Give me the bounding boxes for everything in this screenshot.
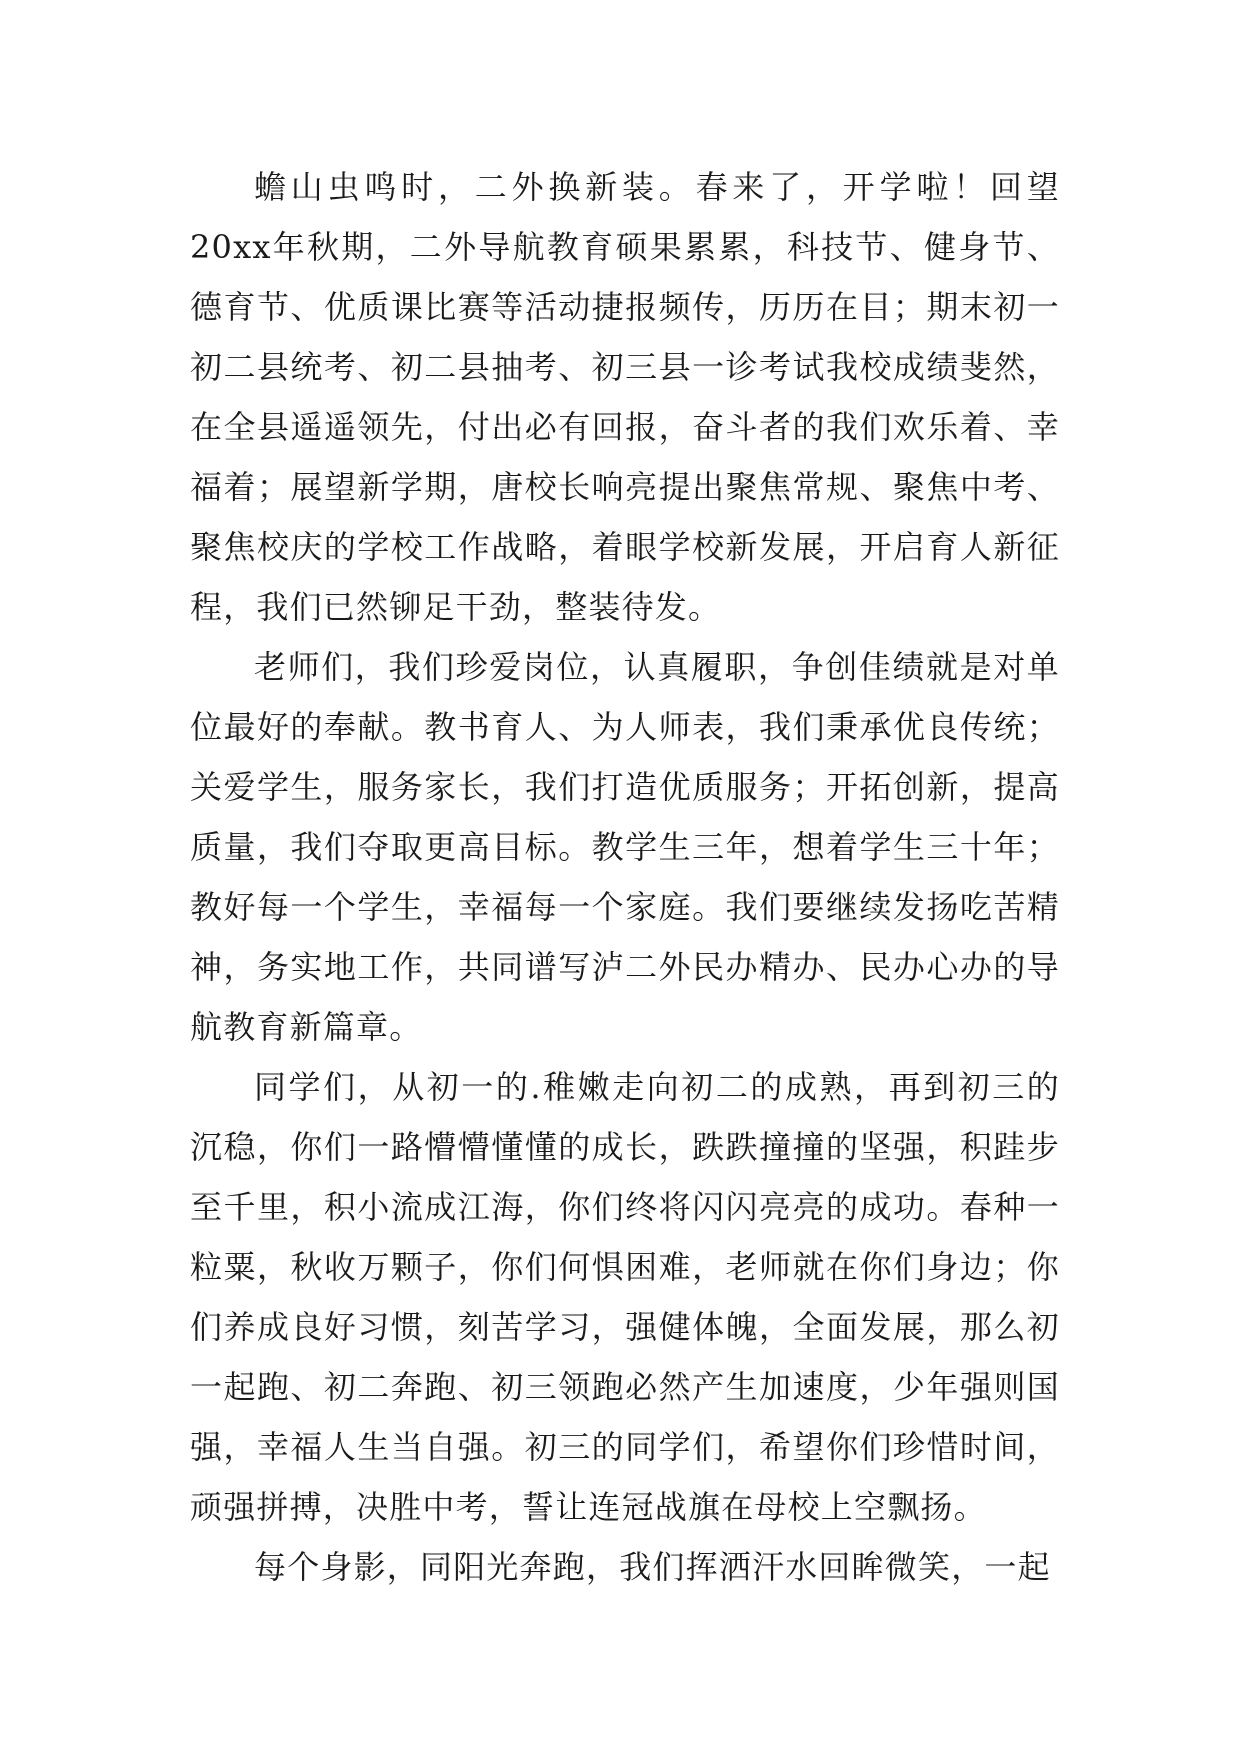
paragraph-2: 老师们，我们珍爱岗位，认真履职，争创佳绩就是对单位最好的奉献。教书育人、为人师表，我们秉承优良传统；关爱学生，服务家长，我们打造优质服务；开拓创新，提高质量，我们夺取更高目标。教学生三年，想着学生三十年；教好每一个学生，幸福每一个家庭。我们要继续发扬吃苦精神，务实地工作，共同谱写泸二外民办精办、民办心办的导航教育新篇章。 (190, 648, 1060, 1046)
paragraph-1: 蟾山虫鸣时，二外换新装。春来了，开学啦！回望20xx年秋期，二外导航教育硕果累累，科技节、健身节、德育节、优质课比赛等活动捷报频传，历历在目；期末初一初二县统考、初二县抽考、初三县一诊考试我校成绩斐然，在全县遥遥领先，付出必有回报，奋斗者的我们欢乐着、幸福着；展望新学期，唐校长响亮提出聚焦常规、聚焦中考、聚焦校庆的学校工作战略，着眼学校新发展，开启育人新征程，我们已然铆足干劲，整装待发。 (190, 168, 1060, 626)
paragraph-3: 同学们，从初一的.稚嫩走向初二的成熟，再到初三的沉稳，你们一路懵懵懂懂的成长，跌跌撞撞的坚强，积跬步至千里，积小流成江海，你们终将闪闪亮亮的成功。春种一粒粟，秋收万颗子，你们何惧困难，老师就在你们身边；你们养成良好习惯，刻苦学习，强健体魄，全面发展，那么初一起跑、初二奔跑、初三领跑必然产生加速度，少年强则国强，幸福人生当自强。初三的同学们，希望你们珍惜时间，顽强拼搏，决胜中考，誓让连冠战旗在母校上空飘扬。 (190, 1068, 1060, 1526)
document-body (190, 157, 1060, 1597)
paragraph-4: 每个身影，同阳光奔跑，我们挥洒汗水回眸微笑，一起 (254, 1548, 1051, 1586)
